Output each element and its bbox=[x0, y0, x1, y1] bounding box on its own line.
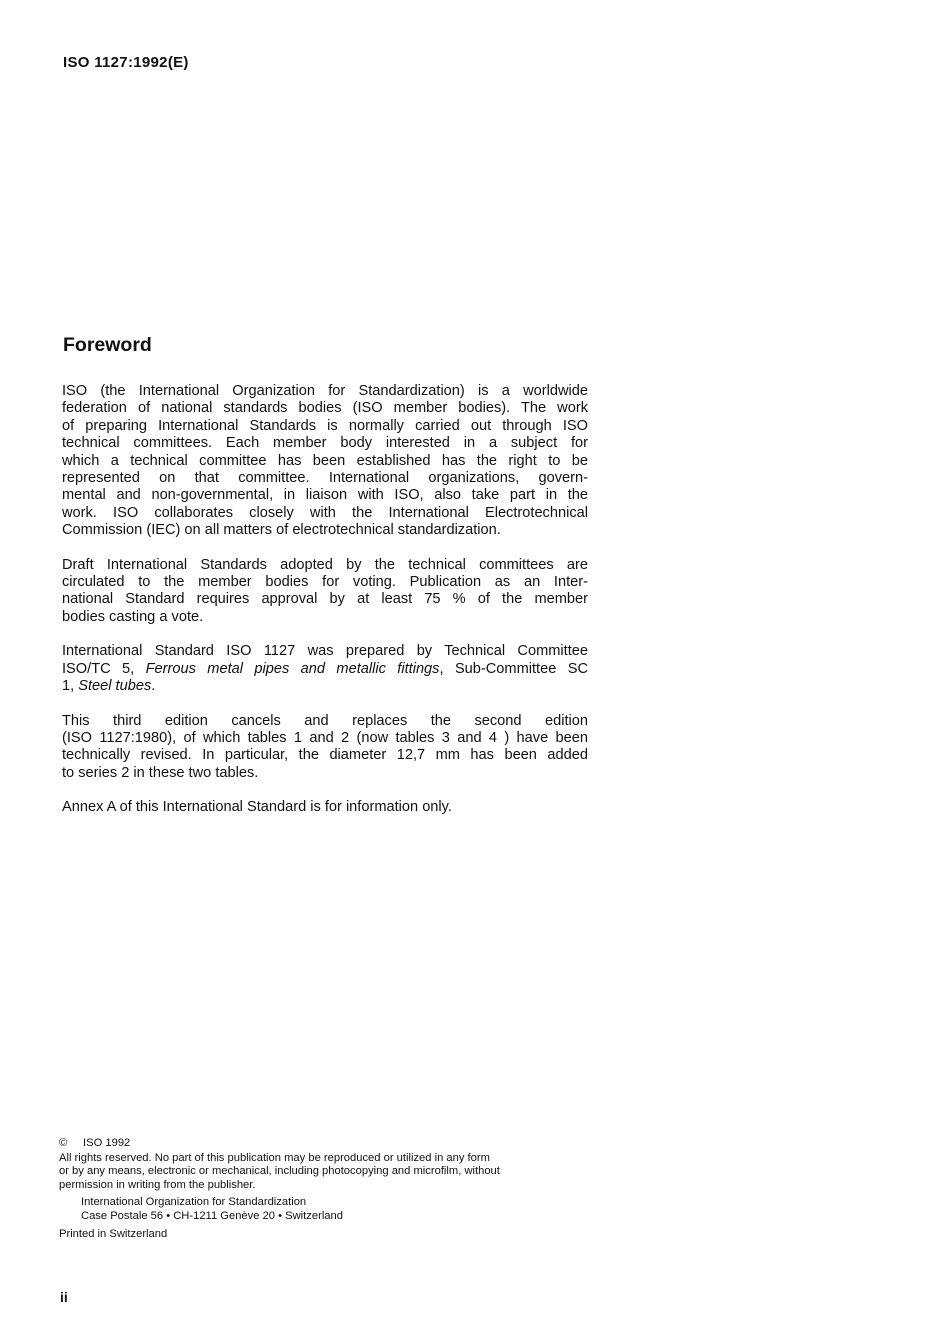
text-line: which a technical committee has been established has the right to be bbox=[62, 452, 588, 469]
postal-address: Case Postale 56 • CH-1211 Genève 20 • Switzerland bbox=[81, 1209, 343, 1222]
text-line bbox=[62, 678, 588, 695]
text-line: of preparing International Standards is normally carried out through ISO bbox=[62, 417, 588, 434]
paragraph-preparation bbox=[62, 643, 588, 695]
copyright-line bbox=[59, 1137, 589, 1151]
text-line: bodies casting a vote. bbox=[62, 608, 204, 625]
copyright-block bbox=[59, 1137, 589, 1241]
text-line: work. ISO collaborates closely with the International Electrotechnical bbox=[62, 504, 588, 521]
text-line bbox=[62, 661, 588, 678]
text-line: mental and non-governmental, in liaison with ISO, also take part in the bbox=[62, 487, 588, 504]
text-line: This third edition cancels and replaces the second edition bbox=[62, 712, 588, 729]
text-line: to series 2 in these two tables. bbox=[62, 764, 259, 781]
text-line: ISO (the International Organization for Standardization) is a worldwide bbox=[62, 383, 588, 399]
paragraph-draft-standards bbox=[62, 557, 588, 627]
text-line: International Standard ISO 1127 was prepared by Technical Committee bbox=[62, 643, 588, 660]
copyright-symbol: © bbox=[59, 1137, 68, 1149]
page-number: ii bbox=[60, 1289, 68, 1305]
organization-address bbox=[81, 1196, 589, 1223]
rights-line: permission in writing from the publisher. bbox=[59, 1178, 256, 1191]
committee-title: Ferrous metal pipes and metallic fittings bbox=[145, 660, 440, 677]
text-span: , Sub-Committee SC bbox=[439, 660, 588, 677]
organization-name: International Organization for Standardization bbox=[81, 1196, 307, 1209]
copyright-year: ISO 1992 bbox=[83, 1137, 131, 1149]
paragraph-edition bbox=[62, 713, 588, 783]
text-line: Commission (IEC) on all matters of electrotechnical standardization. bbox=[62, 522, 501, 539]
printed-location: Printed in Switzerland bbox=[59, 1227, 168, 1240]
rights-line: All rights reserved. No part of this publication may be reproduced or utilized in any form bbox=[59, 1151, 490, 1164]
rights-line: or by any means, electronic or mechanical, including photocopying and microfilm, without bbox=[59, 1165, 500, 1178]
document-id: ISO 1127:1992(E) bbox=[63, 54, 189, 71]
paragraph-organization bbox=[62, 383, 588, 540]
text-span: . bbox=[151, 678, 156, 695]
text-line: (ISO 1127:1980), of which tables 1 and 2 (now tables 3 and 4 ) have been bbox=[62, 729, 588, 746]
text-line: Draft International Standards adopted by the technical committees are bbox=[62, 556, 588, 573]
text-line: federation of national standards bodies (ISO member bodies). The work bbox=[62, 400, 588, 417]
text-line: national Standard requires approval by at least 75 % of the member bbox=[62, 591, 588, 608]
foreword-heading: Foreword bbox=[63, 334, 152, 356]
subcommittee-title: Steel tubes bbox=[78, 678, 152, 695]
foreword-body bbox=[62, 383, 588, 834]
text-line: technical committees. Each member body interested in a subject for bbox=[62, 435, 588, 452]
paragraph-annex: Annex A of this International Standard is for information only. bbox=[62, 799, 452, 816]
text-line: circulated to the member bodies for voting. Publication as an Inter- bbox=[62, 574, 588, 591]
text-line: represented on that committee. International organizations, govern- bbox=[62, 470, 588, 487]
text-span: ISO/TC 5, bbox=[62, 660, 146, 677]
text-line: technically revised. In particular, the diameter 12,7 mm has been added bbox=[62, 747, 588, 764]
text-span: 1, bbox=[62, 678, 79, 695]
